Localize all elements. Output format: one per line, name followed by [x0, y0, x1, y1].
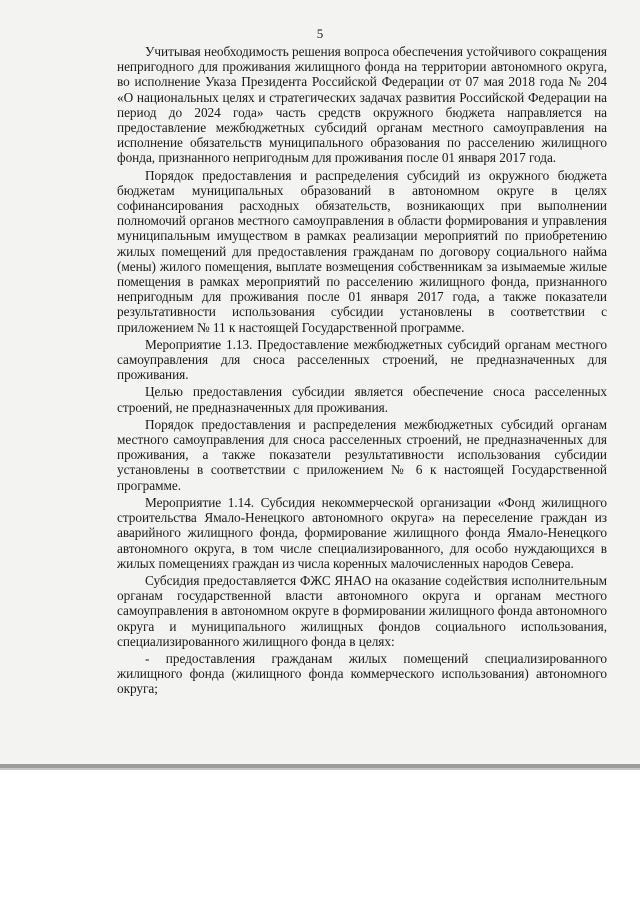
- paragraph-demolition-procedure-appendix-6: Порядок предоставления и распределения межбюджетных субсидий органам местного самоуправления для сноса расселенных строений, не предназначенных для проживания, а также показатели результативности использования субсидии установлены в соответствии с приложением № 6 к настоящей Государственной программе.: [117, 416, 607, 493]
- paragraph-subsidy-procedure-appendix-11: Порядок предоставления и распределения субсидий из окружного бюджета бюджетам муниципальных образований в автономном округе в целях софинансирования расходных обязательств, возникающих при выполнении полномочий органов местного самоуправления в области формирования и управления муниципальным имуществом в рамках реализации мероприятий по приобретению жилых помещений для предоставления гражданам по договору социального найма (мены) жилого помещения, выплате возмещения собственникам за изымаемые жилые помещения в рамках мероприятий по расселению жилищного фонда, признанного непригодным для проживания после 01 января 2017 года, а также показатели результативности использования субсидии установлены в соответствии с приложением № 11 к настоящей Государственной программе.: [117, 167, 607, 335]
- paragraph-subsidy-fzhs-yanao: Субсидия предоставляется ФЖС ЯНАО на оказание содействия исполнительным органам государственной власти автономного округа и органам местного самоуправления в автономном округе в формировании жилищного фонда автономного округа и муниципального жилищных фондов социального использования, специализированного жилищного фонда в целях:: [117, 572, 607, 649]
- document-body: [117, 44, 607, 699]
- paragraph-resettlement-after-2017: Учитывая необходимость решения вопроса обеспечения устойчивого сокращения непригодного для проживания жилищного фонда на территории автономного округа, во исполнение Указа Президента Российской Федерации от 07 мая 2018 года № 204 «О национальных целях и стратегических задачах развития Российской Федерации на период до 2024 года» часть средств окружного бюджета направляется на предоставление межбюджетных субсидий органам местного самоуправления на исполнение обязательств муниципального образования по расселению жилищного фонда, признанного непригодным для проживания после 01 января 2017 года.: [117, 44, 607, 166]
- paragraph-subsidy-purpose: Целью предоставления субсидии является обеспечение сноса расселенных строений, не предназначенных для проживания.: [117, 384, 607, 415]
- paragraph-measure-1-14: Мероприятие 1.14. Субсидия некоммерческой организации «Фонд жилищного строительства Ямало-Ненецкого автономного округа» на переселение граждан из аварийного жилищного фонда, формирование жилищного фонда Ямало-Ненецкого автономного округа, в том числе специализированного, для особо нуждающихся в жилых помещениях граждан из числа коренных малочисленных народов Севера.: [117, 494, 607, 571]
- paragraph-measure-1-13: Мероприятие 1.13. Предоставление межбюджетных субсидий органам местного самоуправления для сноса расселенных строений, не предназначенных для проживания.: [117, 336, 607, 383]
- page-number: 5: [316, 26, 324, 41]
- list-item-specialized-housing: - предоставления гражданам жилых помещений специализированного жилищного фонда (жилищного фонда коммерческого использования) автономного округа;: [117, 650, 607, 697]
